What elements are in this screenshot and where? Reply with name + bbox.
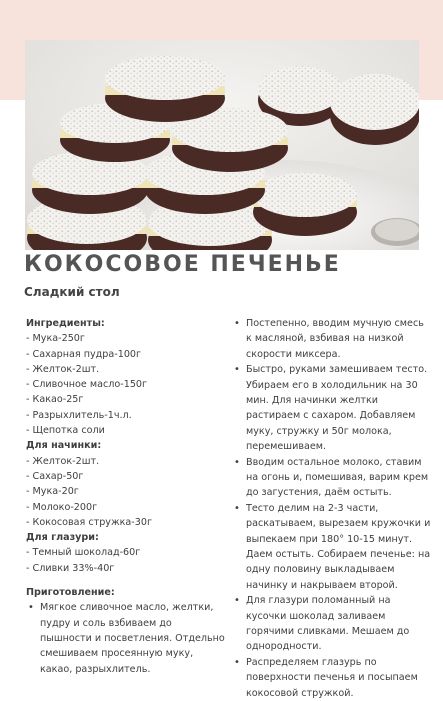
preparation-steps-left <box>26 600 226 676</box>
filling-item: - Кокосовая стружка-30г <box>26 516 153 528</box>
ingredients-heading: Ингредиенты: <box>26 318 105 329</box>
filling-item: - Желток-2шт. <box>26 455 100 467</box>
section-gap <box>26 576 226 585</box>
ingredient-item: - Сливочное масло-150г <box>26 379 148 391</box>
ingredient-item: - Мука-250г <box>26 333 85 345</box>
preparation-steps-right <box>232 316 432 701</box>
filling-item: - Молоко-200г <box>26 501 98 513</box>
preparation-heading: Приготовление: <box>26 587 115 599</box>
preparation-step: • Тесто делим на 2-3 части, раскатываем, вырезаем кружочки и выпекаем при 180° 10-15 минут. Даем остыть. Собираем печенье: на одну половину выкладываем начинку и накрываем второй. <box>232 501 432 593</box>
preparation-step: • Для глазури поломанный на кусочки шоколад заливаем горячими сливками. Мешаем до однородности. <box>232 593 432 654</box>
preparation-step: • Мягкое сливочное масло, желтки, пудру и соль взбиваем до пышности и посветления. Отдельно смешиваем просеянную муку, какао, разрыхлитель. <box>26 600 226 676</box>
glaze-heading: Для глазури: <box>26 532 99 544</box>
filling-heading: Для начинки: <box>26 440 102 452</box>
ingredients-column <box>26 316 226 677</box>
page-title: КОКОСОВОЕ ПЕЧЕНЬЕ <box>24 252 341 277</box>
filling-item: - Мука-20г <box>26 486 79 498</box>
ingredient-item: - Сахарная пудра-100г <box>26 348 142 360</box>
ingredient-item: - Разрыхлитель-1ч.л. <box>26 409 132 421</box>
filling-item: - Сахар-50г <box>26 470 84 482</box>
ingredient-item: - Желток-2шт. <box>26 363 100 375</box>
preparation-step: • Постепенно, вводим мучную смесь к масляной, взбивая на низкой скорости миксера. <box>232 316 432 362</box>
subtitle: Сладкий стол <box>24 285 120 299</box>
preparation-step: • Вводим остальное молоко, ставим на огонь и, помешивая, варим крем до загустения, даём остыть. <box>232 455 432 501</box>
preparation-column <box>232 316 432 701</box>
glaze-item: - Темный шоколад-60г <box>26 547 141 559</box>
ingredient-item: - Щепотка соли <box>26 425 105 437</box>
preparation-step: • Быстро, руками замешиваем тесто. Убираем его в холодильник на 30 мин. Для начинки желтки растираем с сахаром. Добавляем муку, стружку и 50г молока, перемешиваем. <box>232 362 432 454</box>
glaze-item: - Сливки 33%-40г <box>26 562 115 574</box>
cookies-photo <box>25 40 419 250</box>
preparation-step: • Распределяем глазурь по поверхности печенья и посыпаем кокосовой стружкой. <box>232 655 432 701</box>
ingredient-item: - Какао-25г <box>26 394 84 406</box>
